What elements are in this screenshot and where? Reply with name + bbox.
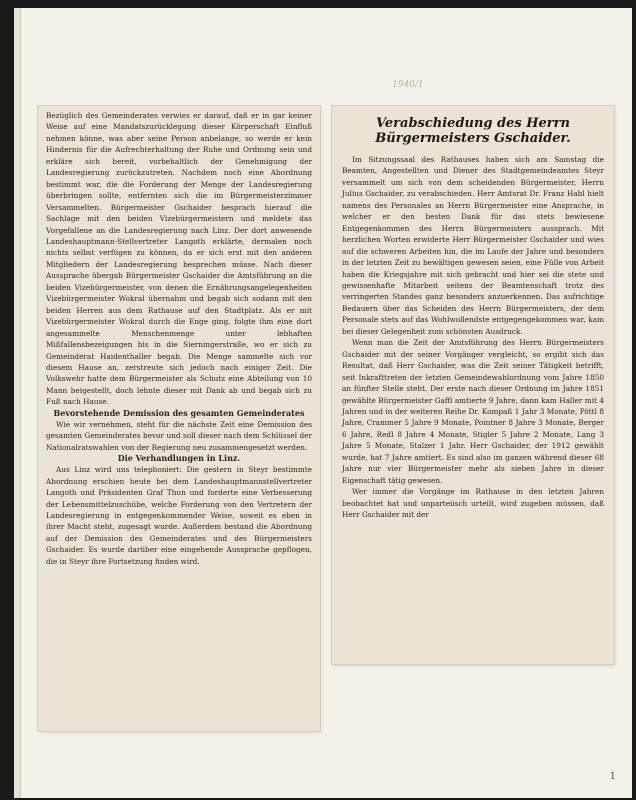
right-paragraph-3: Wer immer die Vorgänge im Rathause in den letzten Jahren beobachtet hat und unparteiisch urteilt, wird zugeben müssen, daß Herr Gschaider mit der — [342, 487, 604, 520]
left-heading-demission: Bevorstehende Demission des gesamten Gemeinderates — [53, 407, 305, 418]
left-paragraph-3: Aus Linz wird uns telephoniert: Die gestern in Steyr bestimmte Abordnung erschien heute bei dem Landeshauptmannstellvertreter Langoth und Präsidenten Graf Thun und forderte eine Verbesserung der Lebensmittelzuschübe, welche Forderung von den Vertretern der Landesregierung in entgegenkommender Weise, soweit es eben in ihrer Macht steht, zugesagt wurde. Außerdem bestand die Abordnung auf der Demission des Gemeinderates und des Bürgermeisters Gschaider. Es wurde darüber eine eingehende Aussprache gepflogen, die in Steyr ihre Fortsetzung finden wird. — [46, 465, 312, 566]
right-paragraph-1: Im Sitzungssaal des Rathauses haben sich am Samstag die Beamten, Angestellten und Diener des Stadtgemeindeamtes Steyr versammelt um sich von dem scheidenden Bürgermeister, Herrn Julius Gschaider, zu verabschieden. Herr Amtsrat Dr. Franz Habl hielt namens des Personales an Herrn Bürgermeister eine Ansprache, in welcher er den besten Dank für das stets bewiesene Entgegenkommen des Herrn Bürgermeisters aussprach. Mit herzlichen Worten erwiderte Herr Bürgermeister Gschaider und wies auf die schweren Arbeiten hin, die im Laufe der Jahre und besonders in der letzten Zeit zu bewältigen gewesen seien, eine Fülle von Arbeit haben die Kriegsjahre mit sich gebracht und hier sei die stete und gewissenhafte Mitarbeit seitens der Beamtenschaft trotz des verringerten Standes ganz besonders anzuerkennen. Das aufrichtige Bedauern über das Scheiden des Herrn Bürgermeisters, der dem Personale stets auf das Wohlwollendste entgegengekommen war, kam bei dieser Gelegenheit zum schönsten Ausdruck. — [342, 155, 604, 336]
left-paragraph-1: Bezüglich des Gemeinderates verwies er darauf, daß er in gar keiner Weise auf eine Mandatszurücklegung dieser Körperschaft Einfluß nehmen könne, was aber seine Person anbelange, so werde er kein Hindernis für die Aufrechterhaltung der Ruhe und Ordnung sein und erkläre sich bereit, vorbehaltlich der Genehmigung der Landesregierung zurückzutreten. Nachdem noch eine Abordnung bestimmt war, die die Forderung der Menge der Landesregierung überbringen sollte, entfernten sich die im Bürgermeisterzimmer Versammelten. Bürgermeister Gschaider besprach hierauf die Sachlage mit den beiden Vizebürgermeistern und meldete das Vorgefallene an die Landesregierung nach Linz. Der dort anwesende Landeshauptmann-Stellvertreter Langoth erklärte, dermalen noch nichts selbst verfügen zu können, da er sich erst mit den anderen Mitgliedern der Landesregierung besprechen müsse. Nach dieser Aussprache übergab Bürgermeister Gschaider die Amtsführung an die beiden Vizebürgermeister, von denen die Ernährungsangelegenheiten Vizebürgermeister Wokral übernahm und begab sich sodann mit den beiden Herren aus dem Rathause auf den Stadtplatz. Als er mit Vizebürgermeister Wokral durch die Enge ging, folgte ihm eine dort angesammelte Menschenmenge unter lebhaften Mißfallensbezeigungen bis in die Sierningerstraße, wo er sich zu Gemeinderat Haidenthaller begab. Die Menge sammelte sich vor diesem Hause an, zerstreute sich jedoch nach einiger Zeit. Die Volkswehr hatte dem Bürgermeister als Schutz eine Abteilung von 10 Mann beigestellt, doch lehnte dieser mit Dank ab und begab sich zu Fuß nach Hause. — [46, 111, 312, 407]
left-paragraph-2: Wie wir vernehmen, steht für die nächste Zeit eine Demission des gesamten Gemeinderates bevor und soll dieser nach dem Schlüssel der Nationalratswahlen von der Regierung neu zusammengesetzt werden. — [46, 419, 312, 452]
newspaper-clipping-left — [38, 106, 320, 731]
pencil-note: 1940/1 — [392, 80, 424, 90]
article-title: Verabschiedung des Herrn Bürgermeisters Gschaider. — [375, 116, 571, 146]
left-article-column — [46, 110, 312, 567]
right-paragraph-2: Wenn man die Zeit der Amtsführung des Herrn Bürgermeisters Gschaider mit der seiner Vorgänger vergleicht, so ergibt sich das Resultat, daß Herr Gschaider, was die Zeit seiner Tätigkeit betrifft, seit Inkrafttreten der letzten Gemeindewahlordnung vom Jahre 1850 an fünfter Stelle steht. Der erste nach dieser Ordnung im Jahre 1851 gewählte Bürgermeister Gaffl amtierte 9 Jahre, dann kam Haller mit 4 Jahren und in der weiteren Reihe Dr. Kompaß 1 Jahr 3 Monate, Pöttl 8 Jahre, Crammer 5 Jahre 9 Monate, Pointner 8 Jahre 3 Monate, Berger 6 Jahre, Redl 8 Jahre 4 Monate, Stigler 5 Jahre 2 Monate, Lang 3 Jahre 5 Monate, Stalzer 1 Jahr. Herr Gschaider, der 1912 gewählt wurde, hat 7 Jahre amtiert. Es sind also im ganzen während dieser 68 Jahre nur vier Bürgermeister mehr als sieben Jahre in dieser Eigenschaft tätig gewesen. — [342, 338, 604, 485]
left-heading-linz: Die Verhandlungen in Linz. — [117, 453, 241, 464]
page-binding-edge — [14, 8, 21, 798]
right-article-column — [342, 112, 604, 521]
page-number: 1 — [609, 771, 616, 782]
newspaper-clipping-right — [332, 106, 614, 664]
